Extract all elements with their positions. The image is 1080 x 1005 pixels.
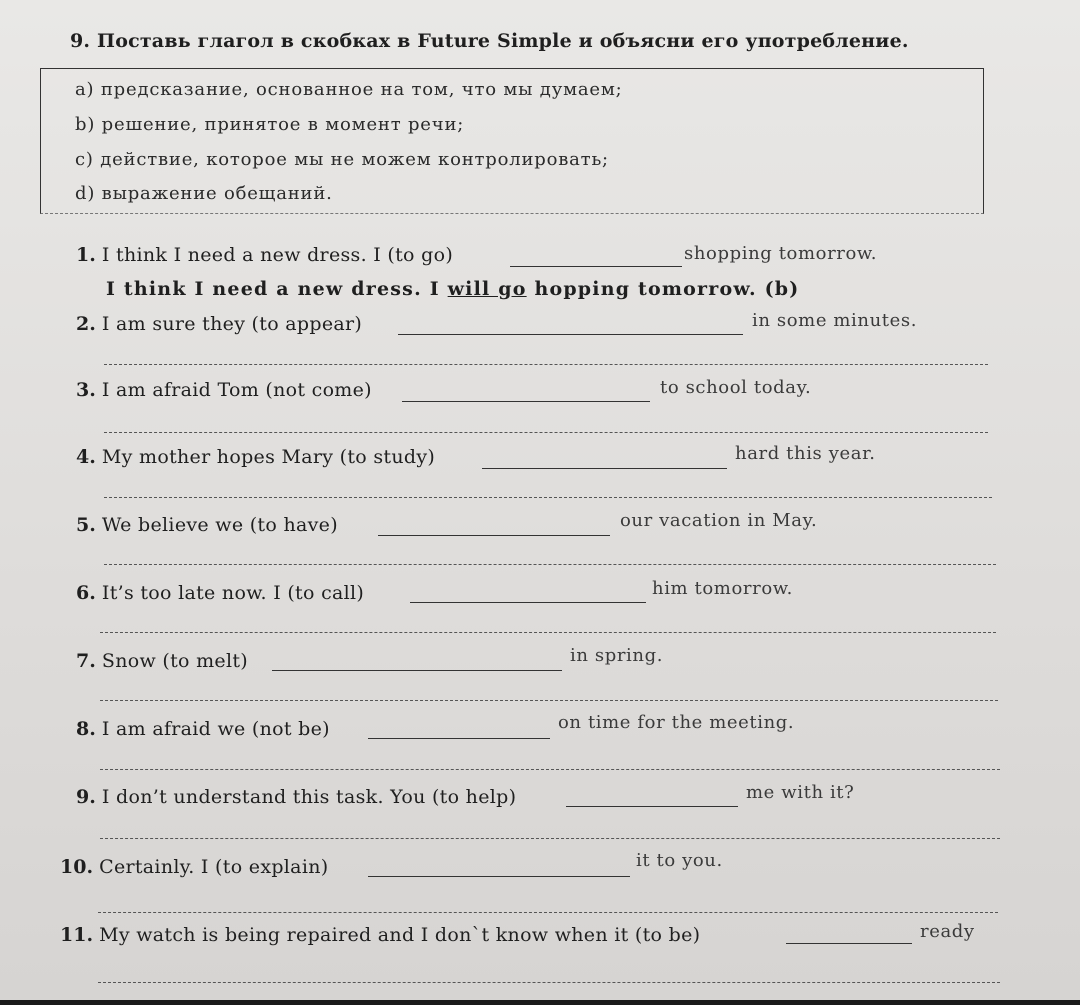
answer-line[interactable] [100,632,996,633]
answer-line[interactable] [98,982,1000,983]
exercise-tail: me with it? [746,782,855,803]
exercise-10 [60,856,328,878]
exercise-tail: on time for the meeting. [558,712,795,733]
exercise-text: My watch is being repaired and I don`t know when it (to be) [99,924,701,946]
exercise-number: 4. [76,446,96,468]
exercise-tail: it to you. [636,850,723,871]
sample-verb: will go [447,278,527,300]
exercise-7 [76,650,248,672]
exercise-text: I think I need a new dress. I (to go) [101,244,454,266]
answer-line[interactable] [104,564,996,565]
rule-c: c) действие, которое мы не можем контролировать; [75,149,609,170]
answer-blank[interactable] [566,806,738,807]
exercise-number: 6. [76,582,96,604]
rule-b: b) решение, принятое в момент речи; [75,114,465,135]
exercise-number: 1. [76,244,96,266]
exercise-text: Certainly. I (to explain) [99,856,329,878]
exercise-tail: to school today. [660,377,812,398]
answer-line[interactable] [100,838,1000,839]
exercise-8 [76,718,330,740]
rule-d: d) выражение обещаний. [75,183,333,204]
exercise-text: We believe we (to have) [101,514,338,536]
answer-line[interactable] [104,432,988,433]
exercise-number: 5. [76,514,96,536]
exercise-tail: hard this year. [735,443,876,464]
exercise-4 [76,446,435,468]
answer-blank[interactable] [398,334,743,335]
exercise-3 [76,379,372,401]
sample-answer [106,278,800,300]
sample-before: I think I need a new dress. I [106,278,440,300]
exercise-number: 2. [76,313,96,335]
exercise-5 [76,514,338,536]
exercise-tail: in some minutes. [752,310,918,331]
answer-blank[interactable] [482,468,727,469]
answer-blank[interactable] [368,738,550,739]
answer-blank[interactable] [786,943,912,944]
exercise-text: I am afraid Tom (not come) [101,379,372,401]
rule-a: a) предсказание, основанное на том, что мы думаем; [75,79,623,100]
exercise-text: I am afraid we (not be) [101,718,330,740]
exercise-text: Snow (to melt) [101,650,248,672]
exercise-6 [76,582,364,604]
rules-box [40,68,984,214]
answer-line[interactable] [98,912,998,913]
answer-line[interactable] [104,364,988,365]
answer-blank[interactable] [272,670,562,671]
exercise-number: 8. [76,718,96,740]
answer-blank[interactable] [510,266,682,267]
exercise-number: 10. [60,856,94,878]
exercise-9 [76,786,516,808]
answer-line[interactable] [104,497,992,498]
exercise-text: I don’t understand this task. You (to help) [101,786,517,808]
exercise-tail: in spring. [570,645,664,666]
exercise-tail: ready [920,921,975,942]
exercise-2 [76,313,362,335]
task-title: 9. Поставь глагол в скобках в Future Simple и объясни его употребление. [70,30,909,52]
answer-line[interactable] [100,769,1000,770]
exercise-number: 11. [60,924,94,946]
exercise-number: 3. [76,379,96,401]
exercise-number: 9. [76,786,96,808]
exercise-tail: our vacation in May. [620,510,818,531]
answer-blank[interactable] [402,401,650,402]
exercise-number: 7. [76,650,96,672]
exercise-11 [60,924,700,946]
answer-blank[interactable] [368,876,630,877]
exercise-tail: shopping tomorrow. [684,243,878,264]
answer-line[interactable] [100,700,998,701]
exercise-1 [76,244,453,266]
bottom-edge [0,1000,1080,1005]
exercise-text: My mother hopes Mary (to study) [101,446,436,468]
answer-blank[interactable] [410,602,646,603]
exercise-tail: him tomorrow. [652,578,793,599]
sample-after: hopping tomorrow. (b) [534,278,800,300]
exercise-text: It’s too late now. I (to call) [101,582,365,604]
exercise-text: I am sure they (to appear) [101,313,363,335]
answer-blank[interactable] [378,535,610,536]
